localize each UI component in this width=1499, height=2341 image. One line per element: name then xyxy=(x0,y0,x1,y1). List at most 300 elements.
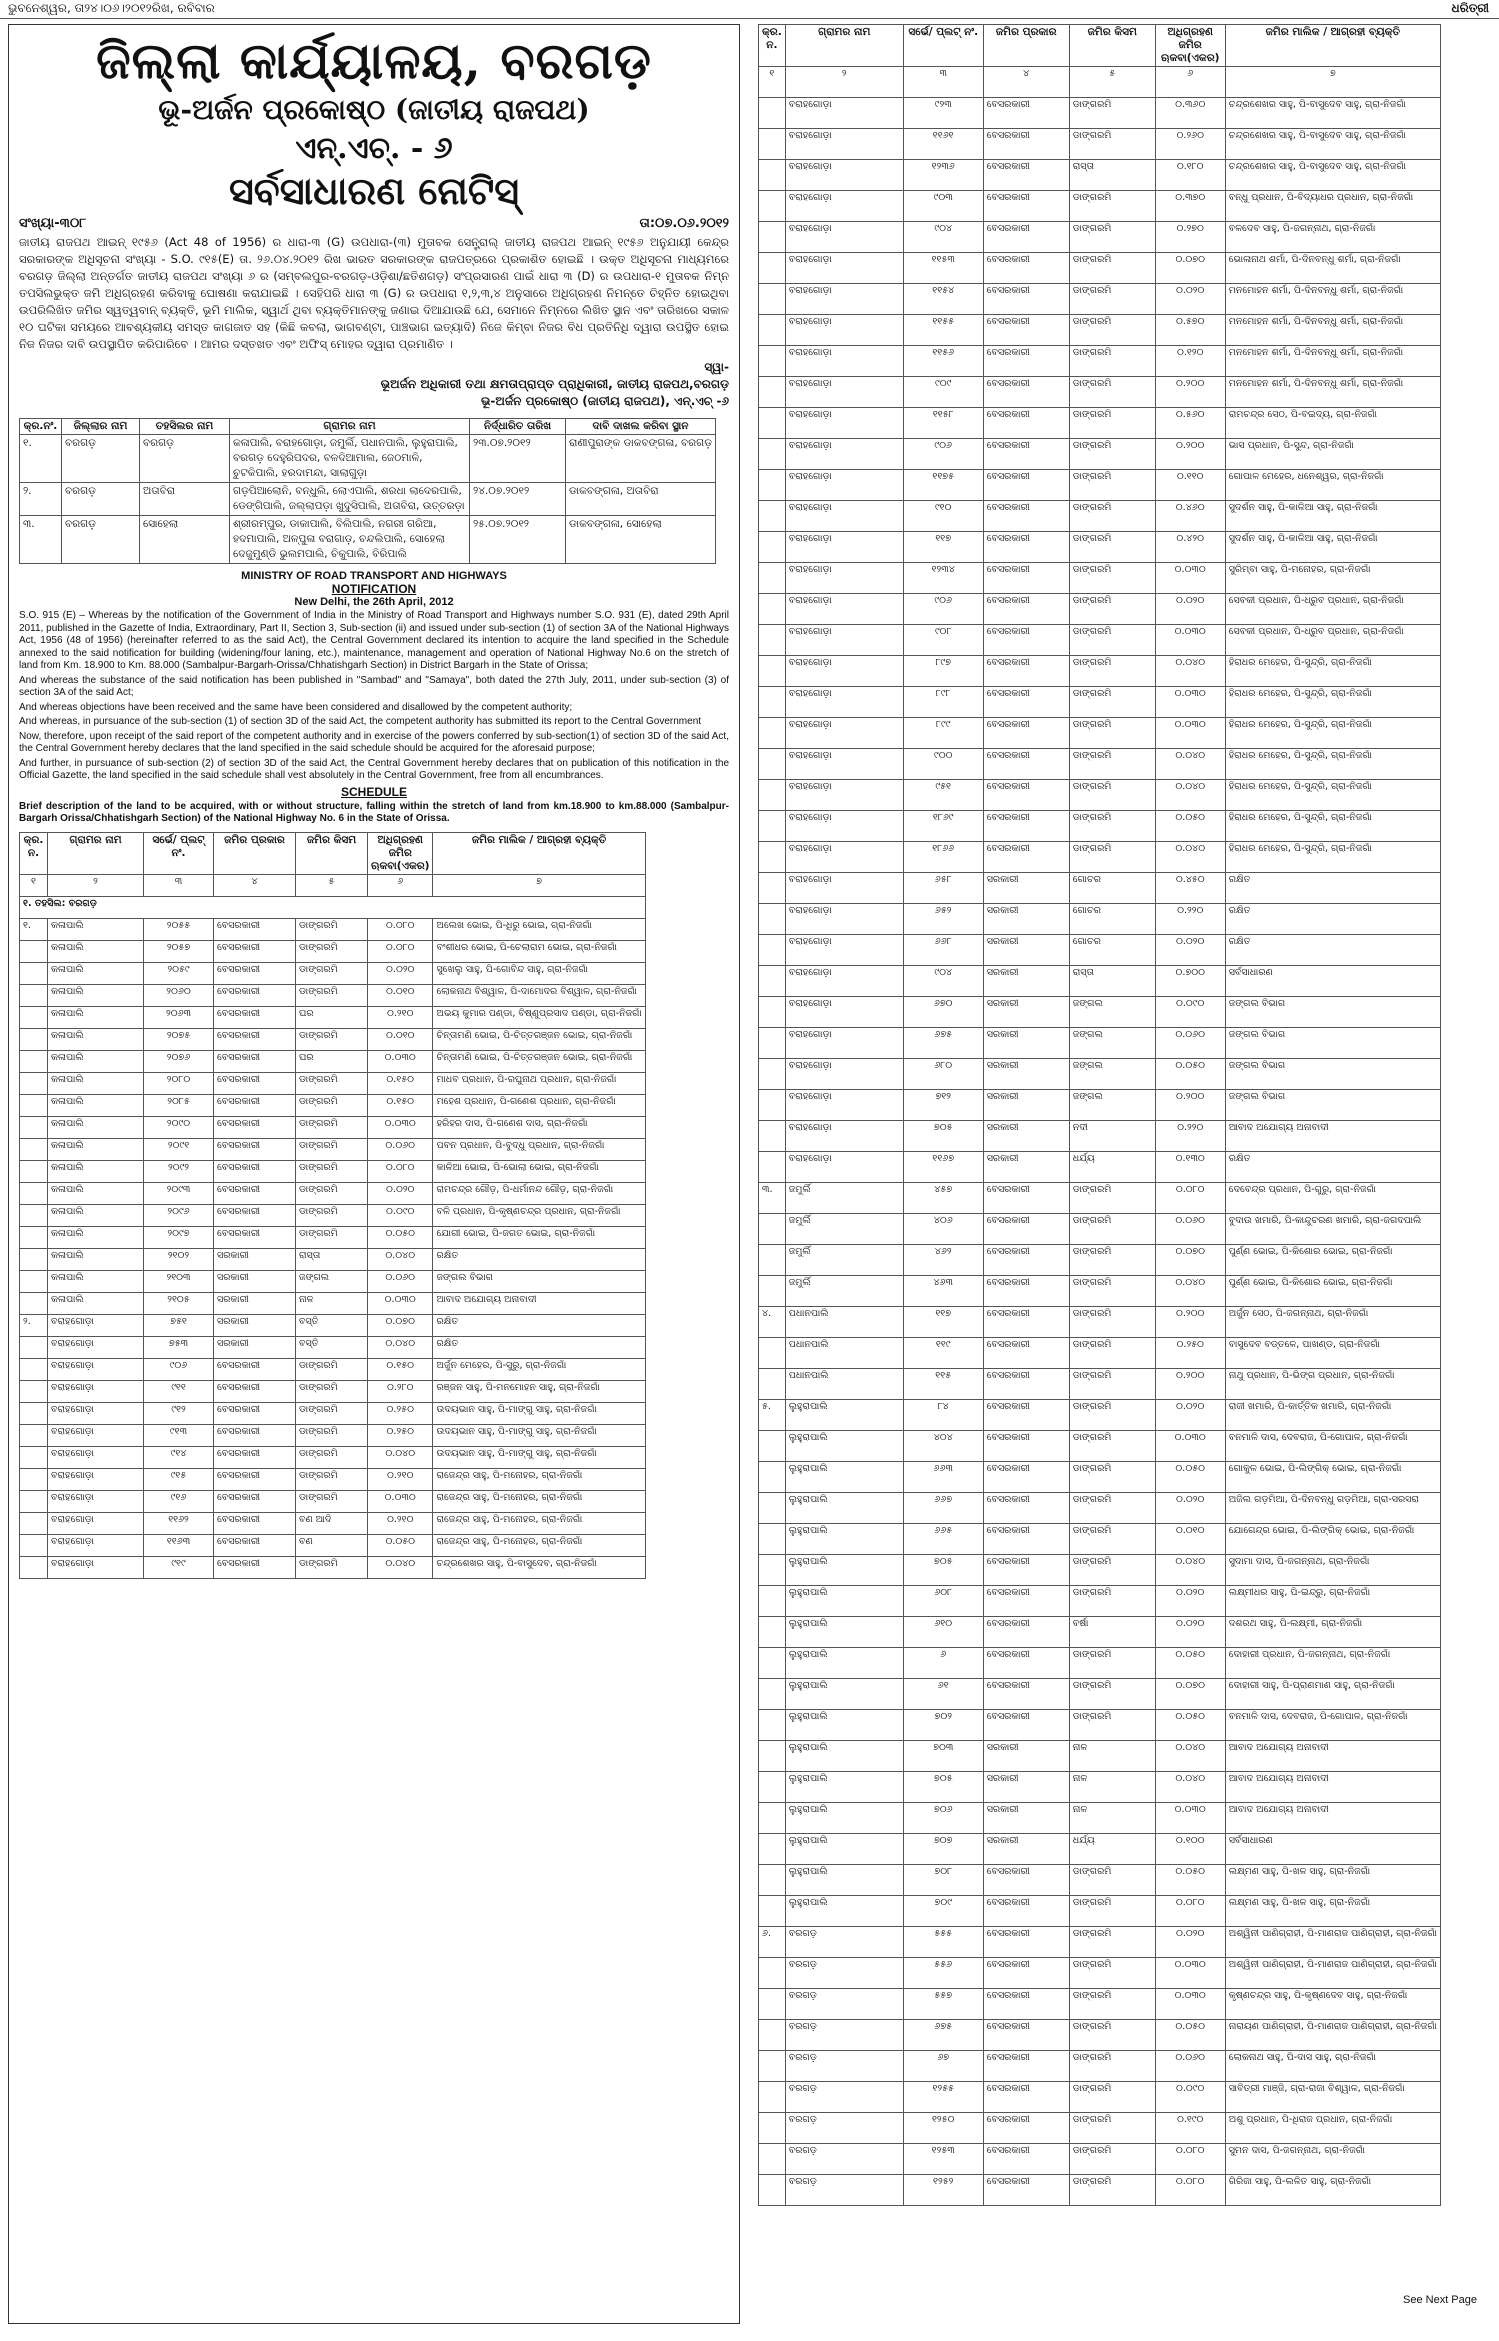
column-header: ସର୍ଭେ/ ପ୍ଲଟ୍ ନଂ. xyxy=(144,832,214,874)
table-row xyxy=(759,842,1441,873)
cell-land-class: ଡାଙ୍ଗରମି xyxy=(296,1380,368,1402)
cell-land-type: ସରକାରୀ xyxy=(983,1834,1069,1865)
cell-owner: ଅଲେଖ ଭୋଇ, ପି-ଧିରୁ ଭୋଇ, ଗ୍ରା-ନିଜଗାଁ xyxy=(433,918,645,940)
table-row xyxy=(759,1586,1441,1617)
cell-village: ବରାହଗୋଡ଼ା xyxy=(785,1121,903,1152)
table-row xyxy=(20,1006,646,1028)
cell-owner: ଆବାଦ ଅଯୋଗ୍ୟ ଅନାବାଦୀ xyxy=(1225,1741,1440,1772)
cell-serial xyxy=(20,1468,48,1490)
table-row xyxy=(20,1116,646,1138)
cell-serial xyxy=(20,1402,48,1424)
cell-land-class: ଡାଙ୍ଗରମି xyxy=(1069,1431,1155,1462)
table-cell: ୨୩.୦୭.୨୦୧୨ xyxy=(470,435,566,483)
cell-serial xyxy=(20,1028,48,1050)
cell-plot-number: ୮୪ xyxy=(903,1400,983,1431)
tehsil-label: ୧. ତହସିଲ: ବରଗଡ଼ xyxy=(20,896,646,918)
cell-owner: ବନମାଳି ଦାସ, ଦେବରାଜ, ପି-ଗୋପାଳ, ଗ୍ରା-ନିଜଗାଁ xyxy=(1225,1710,1440,1741)
cell-land-type: ବେସରକାରୀ xyxy=(983,594,1069,625)
cell-area-acres: ୦.୦୬୦ xyxy=(368,1138,433,1160)
cell-village: ବରାହଗୋଡ଼ା xyxy=(785,470,903,501)
notice-body: ଜାତୀୟ ରାଜପଥ ଆଇନ୍ ୧୯୫୬ (Act 48 of 1956) ର ଧାରା-୩ (G) ଉପଧାରା-(୩) ମୁତାବକ ସେନ୍ଟ୍ରାଲ୍ ଜାତୀୟ ରାଜପଥ ଆଇନ୍ ୧୯୫୬ ଅନୁଯାୟୀ କେନ୍ଦ୍ର ସରକାରଙ୍କ ଅଧିସୂଚନା ସଂଖ୍ୟା - S.O. ୯୧୫(E) ତା. ୨୬.୦୪.୨୦୧୨ ରିଖ ଭାରତ ସରକାରଙ୍କ ରାଜପତ୍ରରେ ପ୍ରକାଶିତ ହୋଇଛି । ଉକ୍ତ ଅଧିସୂଚନା ମାଧ୍ୟମରେ ବରଗଡ଼ ଜିଲ୍ଲା ଅନ୍ତର୍ଗତ ଜାତୀୟ ରାଜପଥ ସଂଖ୍ୟା ୬ ର (ସମ୍ବଲପୁର-ବରଗଡ଼-ଓଡ଼ିଶା/ଛତିଶଗଡ଼) ସଂପ୍ରସାରଣ ପାଇଁ ଧାରା ୩ (D) ର ଉପଧାରା-୧ ମୁତାବକ ନିମ୍ନ ତପସିଲଭୁକ୍ତ ଜମି ଅଧିଗ୍ରହଣ କରିବାକୁ ଘୋଷଣା କରାଯାଇଛି । ସେହିପରି ଧାରା ୩ (G) ର ଉପଧାରା ୧,୨,୩,୪ ଅନୁସାରେ ଅଧିଗ୍ରହଣ ନିମନ୍ତେ ଚିହ୍ନିତ ହୋଇଥିବା ଉପରିଲିଖିତ ଜମିର ସ୍ୱତ୍ୱବାନ୍ ବ୍ୟକ୍ତି, ଭୂମି ମାଲିକ, ସ୍ୱାର୍ଥ ଥିବା ବ୍ୟକ୍ତିମାନଙ୍କୁ ଜଣାଇ ଦିଆଯାଉଛି ଯେ, ସେମାନେ ନିମ୍ନରେ ଲିଖିତ ସ୍ଥାନ ଏବଂ ତାରିଖରେ ସକାଳ ୧୦ ଘଟିକା ସମୟରେ ଆବଶ୍ୟକୀୟ ସମସ୍ତ କାଗଜାତ ସହ (କିଛି କବଲା, ଭାଗବଣ୍ଟା, ପାଞ୍ଚଭାଗ ଇତ୍ୟାଦି) ନିଜେ କିମ୍ବା ନିଜର ବିଧ ପ୍ରତିନିଧି ଦ୍ୱାରା ଉପସ୍ଥିତ ହୋଇ ନିଜ ନିଜର ଦାବି ଉପସ୍ଥାପିତ କରିପାରିବେ । ଆମର ଦସ୍ତଖତ ଏବଂ ଅଫିସ୍ ମୋହର ଦ୍ୱାରା ପ୍ରମାଣିତ । xyxy=(19,235,729,351)
cell-serial xyxy=(20,1248,48,1270)
column-header: ଜମିର କିସମ xyxy=(296,832,368,874)
cell-area-acres: ୦.୦୩୦ xyxy=(1155,1958,1225,1989)
cell-plot-number: ୭୦୬ xyxy=(903,1803,983,1834)
cell-land-class: ଡାଙ୍ଗରମି xyxy=(1069,1462,1155,1493)
cell-land-type: ବେସରକାରୀ xyxy=(214,1380,296,1402)
cell-owner: ଗୋକୁଳ ଭୋଇ, ପି-ଲିଙ୍ଗିକ୍ ଭୋଇ, ଗ୍ରା-ନିଜଗାଁ xyxy=(1225,1462,1440,1493)
cell-land-class: ଡାଙ୍ଗରମି xyxy=(1069,2051,1155,2082)
cell-land-type: ବେସରକାରୀ xyxy=(214,1534,296,1556)
cell-owner: ରକ୍ଷିତ xyxy=(1225,904,1440,935)
cell-area-acres: ୦.୨୫୦ xyxy=(368,1402,433,1424)
table-row xyxy=(759,1741,1441,1772)
hearing-table xyxy=(19,418,716,564)
table-row xyxy=(759,718,1441,749)
cell-land-class: ଡାଙ୍ଗରମି xyxy=(1069,2113,1155,2144)
cell-land-class: ଡାଙ୍ଗରମି xyxy=(1069,2144,1155,2175)
cell-plot-number: ୨୦୮୫ xyxy=(144,1094,214,1116)
cell-village: ବରାହଗୋଡ଼ା xyxy=(785,687,903,718)
cell-land-class: ଡାଙ୍ଗରମି xyxy=(1069,284,1155,315)
cell-village: କଳାପାଲି xyxy=(48,1028,144,1050)
cell-plot-number: ୨୧୦୫ xyxy=(144,1292,214,1314)
cell-area-acres: ୦.୦୬୦ xyxy=(368,1270,433,1292)
cell-land-class: ନାଳ xyxy=(1069,1772,1155,1803)
cell-land-class: ଡାଙ୍ଗରମି xyxy=(1069,1369,1155,1400)
cell-village: ଜମୁର୍ଲି xyxy=(785,1183,903,1214)
cell-village: ବରାହଗୋଡ଼ା xyxy=(48,1380,144,1402)
table-row xyxy=(759,656,1441,687)
cell-owner: ସୁରିମ୍ବା ସାହୁ, ପି-ମନୋହର, ଗ୍ରା-ନିଜଗାଁ xyxy=(1225,563,1440,594)
cell-area-acres: ୦.୪୬୦ xyxy=(1155,501,1225,532)
cell-village: ବରଗଡ଼ xyxy=(785,1989,903,2020)
cell-serial xyxy=(759,1214,786,1245)
cell-plot-number: ୬୬୩ xyxy=(903,1462,983,1493)
cell-area-acres: ୦.୦୩୦ xyxy=(368,1116,433,1138)
cell-land-class: ଡାଙ୍ଗରମି xyxy=(1069,501,1155,532)
cell-serial xyxy=(20,1556,48,1578)
cell-owner: ରାଜେନ୍ଦ୍ର ସାହୁ, ପି-ମନୋହର, ଗ୍ରା-ନିଜଗାଁ xyxy=(433,1490,645,1512)
sign-line-1: ସ୍ୱା- xyxy=(704,360,729,374)
cell-serial xyxy=(759,1028,786,1059)
cell-plot-number: ୨୦୫୯ xyxy=(144,962,214,984)
cell-serial xyxy=(20,1204,48,1226)
cell-plot-number: ୬୭ xyxy=(903,2051,983,2082)
table-row xyxy=(759,98,1441,129)
column-number: ୨ xyxy=(48,874,144,896)
cell-owner: ଗୋପାଳ ମେହେର, ଧନେଶ୍ୱର, ଗ୍ରା-ନିଜଗାଁ xyxy=(1225,470,1440,501)
cell-area-acres: ୦.୨୬୦ xyxy=(1155,129,1225,160)
cell-area-acres: ୦.୦୨୦ xyxy=(1155,594,1225,625)
cell-village: ବରଗଡ଼ xyxy=(785,2175,903,2206)
cell-serial xyxy=(759,687,786,718)
cell-village: ଲୁହୁରାପାଲି xyxy=(785,1400,903,1431)
cell-village: ବରାହଗୋଡ଼ା xyxy=(785,98,903,129)
cell-plot-number: ୨୦୫୭ xyxy=(144,940,214,962)
cell-land-type: ସରକାରୀ xyxy=(983,1090,1069,1121)
cell-land-type: ବେସରକାରୀ xyxy=(214,1490,296,1512)
cell-owner: ସୁଦାମା ଦାସ, ପି-ଜଗନ୍ନାଥ, ଗ୍ରା-ନିଜଗାଁ xyxy=(1225,1555,1440,1586)
cell-serial xyxy=(759,2144,786,2175)
cell-area-acres: ୦.୦୩୦ xyxy=(1155,687,1225,718)
table-row xyxy=(759,253,1441,284)
cell-plot-number: ୪୬୨ xyxy=(903,1245,983,1276)
english-para-6: And further, in pursuance of sub-section (2) of section 3D of the said Act, the Central Government hereby declares that on publication of this notification in the Official Gazette, the land specified in the said schedule shall vest absolutely in the Central Government, free from all encumbrances. xyxy=(19,757,729,781)
cell-village: ବରାହଗୋଡ଼ା xyxy=(785,160,903,191)
table-row xyxy=(759,1524,1441,1555)
table-row xyxy=(759,1772,1441,1803)
cell-land-type: ବେସରକାରୀ xyxy=(983,1989,1069,2020)
cell-plot-number: ୬୫୨ xyxy=(903,904,983,935)
cell-owner: ଜଙ୍ଗଲ ବିଭାଗ xyxy=(1225,1090,1440,1121)
cell-land-type: ବେସରକାରୀ xyxy=(983,1927,1069,1958)
cell-owner: ରାଜୀ ଖମାରି, ପି-କାର୍ତ୍ତିକ ଖମାରି, ଗ୍ରା-ନିଜଗାଁ xyxy=(1225,1400,1440,1431)
table-row xyxy=(759,1896,1441,1927)
cell-serial xyxy=(759,1617,786,1648)
cell-village: ବରାହଗୋଡ଼ା xyxy=(785,377,903,408)
cell-owner: ରକ୍ଷିତ xyxy=(1225,873,1440,904)
cell-serial xyxy=(759,718,786,749)
table-row xyxy=(20,1468,646,1490)
cell-land-class: ଡାଙ୍ଗରମି xyxy=(1069,98,1155,129)
cell-serial xyxy=(759,253,786,284)
highway-title: ଏନ୍.ଏଚ୍. - ୬ xyxy=(295,131,453,166)
cell-serial xyxy=(759,1958,786,1989)
cell-land-class: ଡାଙ୍ଗରମି xyxy=(1069,625,1155,656)
cell-land-type: ବେସରକାରୀ xyxy=(983,439,1069,470)
cell-area-acres: ୦.୦୮୦ xyxy=(1155,2175,1225,2206)
cell-land-class: ନାଳ xyxy=(296,1292,368,1314)
cell-owner: ରକ୍ଷିତ xyxy=(1225,935,1440,966)
cell-village: ବରାହଗୋଡ଼ା xyxy=(48,1336,144,1358)
cell-land-type: ବେସରକାରୀ xyxy=(983,2113,1069,2144)
cell-land-class: ଡାଙ୍ଗରମି xyxy=(1069,1524,1155,1555)
cell-land-type: ବେସରକାରୀ xyxy=(983,1431,1069,1462)
table-row xyxy=(759,1555,1441,1586)
cell-land-type: ବେସରକାରୀ xyxy=(983,1648,1069,1679)
english-notification xyxy=(19,570,729,826)
cell-plot-number: ୯୦୦ xyxy=(903,749,983,780)
cell-area-acres: ୦.୧୨୦ xyxy=(1155,346,1225,377)
cell-land-class: ଡାଙ୍ଗରମି xyxy=(296,1402,368,1424)
hearing-header-row xyxy=(20,419,716,435)
cell-plot-number: ୧୨୩୪ xyxy=(903,563,983,594)
table-row xyxy=(759,811,1441,842)
table-cell: ରାଣୀପୁରାଙ୍କ ଡାକବଙ୍ଗଳା, ବରଗଡ଼ xyxy=(566,435,716,483)
cell-area-acres: ୦.୪୨୦ xyxy=(1155,532,1225,563)
cell-owner: ହିରାଧର ମେହେର, ପି-ସୁନ୍ଦ୍ରି, ଗ୍ରା-ନିଜଗାଁ xyxy=(1225,811,1440,842)
table-row xyxy=(20,1380,646,1402)
cell-land-class: ଡାଙ୍ଗରମି xyxy=(1069,656,1155,687)
table-cell: ବରଗଡ଼ xyxy=(140,435,230,483)
cell-plot-number: ୯୧୪ xyxy=(144,1446,214,1468)
cell-area-acres: ୦.୦୭୦ xyxy=(1155,1679,1225,1710)
cell-land-type: ବେସରକାରୀ xyxy=(214,984,296,1006)
cell-owner: ଆବାଦ ଅଯୋଗ୍ୟ ଅନାବାଦୀ xyxy=(433,1292,645,1314)
cell-land-type: ବେସରକାରୀ xyxy=(983,2051,1069,2082)
cell-plot-number: ୬୭୦ xyxy=(903,997,983,1028)
cell-land-class: ଡାଙ୍ଗରମି xyxy=(1069,253,1155,284)
cell-serial xyxy=(759,2113,786,2144)
cell-serial xyxy=(759,191,786,222)
cell-plot-number: ୬୧ xyxy=(903,1679,983,1710)
cell-owner: ପୁର୍ଣ୍ଣ ଭୋଇ, ପି-କିଶୋର ଭୋଇ, ଗ୍ରା-ନିଜଗାଁ xyxy=(1225,1245,1440,1276)
cell-area-acres: ୦.୪୫୦ xyxy=(1155,873,1225,904)
column-header: ନିର୍ଦ୍ଧାରିତ ତାରିଖ xyxy=(470,419,566,435)
cell-land-class: ଡାଙ୍ଗରମି xyxy=(296,940,368,962)
cell-land-class: ନାଳ xyxy=(1069,1741,1155,1772)
cell-land-class: ଡାଙ୍ଗରମି xyxy=(296,962,368,984)
cell-area-acres: ୦.୦୪୦ xyxy=(1155,842,1225,873)
cell-serial xyxy=(759,408,786,439)
cell-area-acres: ୦.୦୪୦ xyxy=(1155,1555,1225,1586)
cell-land-class: ଡାଙ୍ଗରମି xyxy=(1069,377,1155,408)
cell-land-class: ଧର୍ଯ୍ୟ xyxy=(1069,1152,1155,1183)
cell-plot-number: ୧୧୭୫ xyxy=(903,470,983,501)
cell-serial xyxy=(759,935,786,966)
cell-land-class: ଡାଙ୍ଗରମି xyxy=(1069,780,1155,811)
cell-area-acres: ୦.୦୬୦ xyxy=(1155,1028,1225,1059)
table-row xyxy=(20,1336,646,1358)
cell-plot-number: ୪୦୬ xyxy=(903,1214,983,1245)
cell-serial xyxy=(759,1090,786,1121)
cell-land-type: ବେସରକାରୀ xyxy=(214,1138,296,1160)
column-header: ଗ୍ରାମର ନାମ xyxy=(230,419,470,435)
cell-serial xyxy=(20,1182,48,1204)
schedule-table-left xyxy=(19,832,646,1579)
cell-owner: ଆବାଦ ଅଯୋଗ୍ୟ ଅନାବାଦୀ xyxy=(1225,1803,1440,1834)
table-row xyxy=(759,1369,1441,1400)
cell-land-type: ବେସରକାରୀ xyxy=(983,129,1069,160)
table-cell: ୧. xyxy=(20,435,62,483)
cell-village: ଜମୁର୍ଲି xyxy=(785,1276,903,1307)
cell-owner: ବଳଦେବ ସାହୁ, ପି-ଜଗନ୍ନାଥ, ଗ୍ରା-ନିଜଗାଁ xyxy=(1225,222,1440,253)
table-row xyxy=(759,2082,1441,2113)
cell-land-class: ଡାଙ୍ଗରମି xyxy=(1069,2020,1155,2051)
cell-plot-number: ୯୧୫ xyxy=(144,1468,214,1490)
cell-serial xyxy=(759,997,786,1028)
table-row xyxy=(20,1556,646,1578)
table-row xyxy=(759,1090,1441,1121)
cell-area-acres: ୦.୦୫୦ xyxy=(368,1534,433,1556)
table-row xyxy=(759,904,1441,935)
cell-village: କଳାପାଲି xyxy=(48,1270,144,1292)
cell-land-class: ଡାଙ୍ଗରମି xyxy=(296,1138,368,1160)
cell-village: କଳାପାଲି xyxy=(48,1292,144,1314)
cell-land-class: ଡାଙ୍ଗରମି xyxy=(296,984,368,1006)
table-row xyxy=(20,1072,646,1094)
cell-land-type: ବେସରକାରୀ xyxy=(983,780,1069,811)
cell-land-type: ବେସରକାରୀ xyxy=(983,1710,1069,1741)
cell-village: ବରାହଗୋଡ଼ା xyxy=(785,532,903,563)
cell-land-class: ବସ୍ତି xyxy=(296,1336,368,1358)
cell-land-class: ଡାଙ୍ଗରମି xyxy=(1069,1183,1155,1214)
cell-land-class: ଡାଙ୍ଗରମି xyxy=(1069,1679,1155,1710)
cell-owner: ରକ୍ଷିତ xyxy=(433,1314,645,1336)
cell-area-acres: ୦.୦୯୦ xyxy=(1155,2082,1225,2113)
cell-land-type: ସରକାରୀ xyxy=(983,966,1069,997)
cell-owner: ଆବାଦ ଅଯୋଗ୍ୟ ଅନାବାଦୀ xyxy=(1225,1772,1440,1803)
cell-land-type: ବେସରକାରୀ xyxy=(214,1006,296,1028)
table-row xyxy=(20,1446,646,1468)
cell-owner: ହରିହର ଦାସ, ପି-ଗଣେଶ ଦାସ, ଗ୍ରା-ନିଜଗାଁ xyxy=(433,1116,645,1138)
cell-owner: ପୁର୍ଣ୍ଣ ଭୋଇ, ପି-କିଶୋର ଭୋଇ, ଗ୍ରା-ନିଜଗାଁ xyxy=(1225,1276,1440,1307)
column-number: ୭ xyxy=(433,874,645,896)
cell-village: ପଧାନପାଲି xyxy=(785,1307,903,1338)
office-title: ଜିଲ୍ଲା କାର୍ଯ୍ୟାଳୟ, ବରଗଡ଼ xyxy=(96,31,652,90)
cell-plot-number: ୬ xyxy=(903,1648,983,1679)
column-header: ଦାବି ଦାଖଲ କରିବା ସ୍ଥାନ xyxy=(566,419,716,435)
cell-area-acres: ୦.୦୫୦ xyxy=(1155,1059,1225,1090)
cell-land-type: ସରକାରୀ xyxy=(983,1772,1069,1803)
cell-serial xyxy=(759,284,786,315)
cell-plot-number: ୨୦୯୭ xyxy=(144,1226,214,1248)
cell-area-acres: ୦.୧୫୦ xyxy=(368,1072,433,1094)
cell-land-type: ବେସରକାରୀ xyxy=(214,962,296,984)
cell-land-type: ସରକାରୀ xyxy=(214,1336,296,1358)
cell-village: ଲୁହୁରାପାଲି xyxy=(785,1772,903,1803)
cell-plot-number: ୯୦୩ xyxy=(903,191,983,222)
cell-area-acres: ୦.୦୯୦ xyxy=(1155,997,1225,1028)
cell-area-acres: ୦.୦୮୦ xyxy=(1155,1183,1225,1214)
cell-plot-number: ୭୦୫ xyxy=(903,1121,983,1152)
cell-plot-number: ୬୭୫ xyxy=(903,2020,983,2051)
cell-owner: ସେବକୀ ପ୍ରଧାନ, ପି-ଧ୍ରୁବ ପ୍ରଧାନ, ଗ୍ରା-ନିଜଗାଁ xyxy=(1225,594,1440,625)
cell-serial xyxy=(759,1152,786,1183)
cell-serial xyxy=(20,1094,48,1116)
cell-land-class: ଡାଙ୍ଗରମି xyxy=(1069,470,1155,501)
cell-owner: ସେବକୀ ପ୍ରଧାନ, ପି-ଧ୍ରୁବ ପ୍ରଧାନ, ଗ୍ରା-ନିଜଗାଁ xyxy=(1225,625,1440,656)
cell-owner: ମାଧବ ପ୍ରଧାନ, ପି-ରଘୁନାଥ ପ୍ରଧାନ, ଗ୍ରା-ନିଜଗାଁ xyxy=(433,1072,645,1094)
cell-land-type: ବେସରକାରୀ xyxy=(983,470,1069,501)
table-row xyxy=(20,1182,646,1204)
cell-land-class: ଡାଙ୍ଗରମି xyxy=(1069,1648,1155,1679)
table-row xyxy=(759,1059,1441,1090)
cell-land-type: ବେସରକାରୀ xyxy=(214,1226,296,1248)
cell-serial xyxy=(759,563,786,594)
cell-serial xyxy=(20,962,48,984)
cell-plot-number: ୧୧୬୩ xyxy=(144,1534,214,1556)
cell-land-class: ଡାଙ୍ଗରମି xyxy=(1069,811,1155,842)
cell-land-class: ବଣ ଆଦି xyxy=(296,1512,368,1534)
cell-land-type: ବେସରକାରୀ xyxy=(214,1028,296,1050)
cell-area-acres: ୦.୨୦୦ xyxy=(1155,1369,1225,1400)
cell-village: ବରଗଡ଼ xyxy=(785,2020,903,2051)
cell-owner: ରକ୍ଷିତ xyxy=(433,1248,645,1270)
cell-area-acres: ୦.୦୬୦ xyxy=(1155,2051,1225,2082)
cell-land-class: ଡାଙ୍ଗରମି xyxy=(1069,1958,1155,1989)
cell-serial xyxy=(20,1534,48,1556)
cell-village: ଲୁହୁରାପାଲି xyxy=(785,1834,903,1865)
cell-serial xyxy=(759,656,786,687)
cell-area-acres: ୦.୦୩୦ xyxy=(368,1490,433,1512)
cell-land-type: ବେସରକାରୀ xyxy=(983,1865,1069,1896)
cell-village: କଳାପାଲି xyxy=(48,1072,144,1094)
cell-serial xyxy=(759,2051,786,2082)
table-row xyxy=(759,1617,1441,1648)
cell-land-type: ବେସରକାରୀ xyxy=(983,501,1069,532)
cell-serial xyxy=(759,1245,786,1276)
table-row xyxy=(20,1204,646,1226)
table-row xyxy=(20,962,646,984)
cell-plot-number: ୭୦୭ xyxy=(903,1834,983,1865)
cell-owner: ଉଦୟଭାନ ସାହୁ, ପି-ମାଙ୍ଗୁ ସାହୁ, ଗ୍ରା-ନିଜଗାଁ xyxy=(433,1424,645,1446)
cell-serial xyxy=(759,1369,786,1400)
cell-serial xyxy=(20,1116,48,1138)
cell-land-class: ଡାଙ୍ଗରମି xyxy=(1069,532,1155,563)
cell-plot-number: ୧୨୫୩ xyxy=(903,2144,983,2175)
column-number: ୩ xyxy=(144,874,214,896)
table-row xyxy=(759,1431,1441,1462)
cell-area-acres: ୦.୦୪୦ xyxy=(1155,656,1225,687)
cell-serial xyxy=(759,1555,786,1586)
cell-plot-number: ୧୧୬୨ xyxy=(144,1512,214,1534)
cell-land-type: ବେସରକାରୀ xyxy=(983,563,1069,594)
cell-village: ବରାହଗୋଡ଼ା xyxy=(785,656,903,687)
cell-serial xyxy=(759,1710,786,1741)
cell-village: କଳାପାଲି xyxy=(48,1116,144,1138)
cell-area-acres: ୦.୦୨୦ xyxy=(1155,1400,1225,1431)
cell-land-class: ଡାଙ୍ଗରମି xyxy=(1069,191,1155,222)
cell-village: କଳାପାଲି xyxy=(48,1248,144,1270)
cell-area-acres: ୦.୦୭୦ xyxy=(1155,1245,1225,1276)
cell-plot-number: ୯୦୪ xyxy=(903,966,983,997)
cell-owner: ଜଙ୍ଗଲ ବିଭାଗ xyxy=(1225,1059,1440,1090)
table-row xyxy=(759,1121,1441,1152)
cell-serial xyxy=(759,377,786,408)
cell-area-acres: ୦.୦୮୦ xyxy=(368,918,433,940)
cell-area-acres: ୦.୦୪୦ xyxy=(368,1248,433,1270)
cell-plot-number: ୨୦୭୬ xyxy=(144,1050,214,1072)
cell-serial xyxy=(759,2020,786,2051)
cell-village: ବରାହଗୋଡ଼ା xyxy=(785,129,903,160)
cell-serial xyxy=(759,532,786,563)
cell-serial xyxy=(759,1059,786,1090)
cell-village: ବରାହଗୋଡ଼ା xyxy=(785,873,903,904)
cell-land-type: ବେସରକାରୀ xyxy=(214,1094,296,1116)
table-row xyxy=(20,1138,646,1160)
cell-village: ଲୁହୁରାପାଲି xyxy=(785,1865,903,1896)
date-line: ଭୁବନେଶ୍ୱର, ତା୨୪।୦୬।୨୦୧୨ରିଖ, ରବିବାର xyxy=(8,1,215,15)
cell-village: ଲୁହୁରାପାଲି xyxy=(785,1710,903,1741)
cell-serial: ୩. xyxy=(759,1183,786,1214)
cell-plot-number: ୭୧୨ xyxy=(903,1090,983,1121)
table-cell: ଡାକବଙ୍ଗଳା, ଅତାବିରା xyxy=(566,483,716,516)
schedule-header-row xyxy=(20,832,646,874)
schedule-continuation xyxy=(758,24,1491,2324)
column-number: ୭ xyxy=(1225,67,1440,98)
cell-land-class: ଡାଙ୍ଗରମି xyxy=(1069,1927,1155,1958)
table-row xyxy=(759,1958,1441,1989)
cell-serial xyxy=(759,1896,786,1927)
cell-land-class: ଡାଙ୍ଗରମି xyxy=(1069,1276,1155,1307)
cell-land-type: ବେସରକାରୀ xyxy=(214,1468,296,1490)
cell-serial xyxy=(759,222,786,253)
cell-owner: କୃଷ୍ଣଚନ୍ଦ୍ର ସାହୁ, ପି-କୃଷ୍ଣଦେବ ସାହୁ, ଗ୍ରା-ନିଜଗାଁ xyxy=(1225,1989,1440,2020)
cell-land-class: ଡାଙ୍ଗରମି xyxy=(296,1468,368,1490)
cell-area-acres: ୦.୨୦୦ xyxy=(1155,377,1225,408)
cell-area-acres: ୦.୧୧୦ xyxy=(1155,470,1225,501)
cell-area-acres: ୦.୨୫୦ xyxy=(1155,1338,1225,1369)
column-header: ଜମିର ପ୍ରକାର xyxy=(214,832,296,874)
cell-plot-number: ୪୦୪ xyxy=(903,1431,983,1462)
cell-land-class: ଡାଙ୍ଗରମି xyxy=(296,1490,368,1512)
cell-land-type: ବେସରକାରୀ xyxy=(214,1204,296,1226)
cell-owner: ସାବିତ୍ରୀ ମାଞ୍ଜି, ଗ୍ରା-ରାଜା ବିଶ୍ୱାଳ, ଗ୍ରା-ନିଜଗାଁ xyxy=(1225,2082,1440,2113)
cell-serial xyxy=(759,1741,786,1772)
cell-serial xyxy=(20,1512,48,1534)
